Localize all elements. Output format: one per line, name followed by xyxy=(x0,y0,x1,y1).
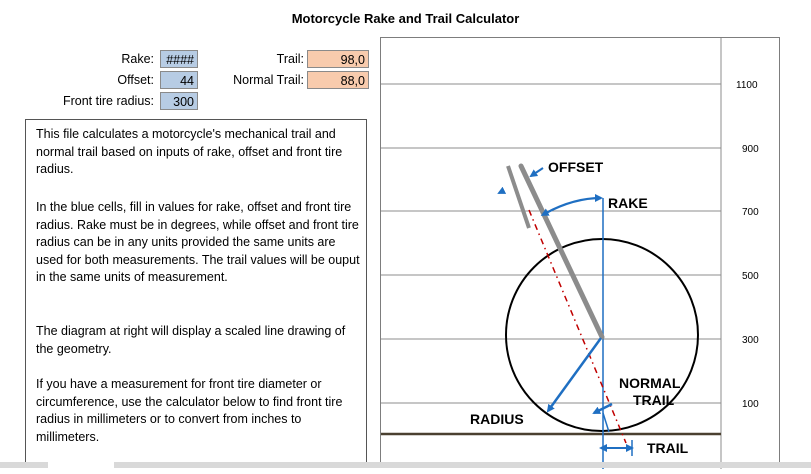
normal-trail-label-line1: NORMAL xyxy=(619,375,681,391)
normal-trail-label: Normal Trail: xyxy=(233,73,304,87)
offset-pointer-arrow xyxy=(531,168,543,176)
normal-trail-label-line2: TRAIL xyxy=(633,392,675,408)
description-textbox[interactable] xyxy=(25,119,367,468)
trail-label-text: TRAIL xyxy=(647,440,689,456)
axis-tick-500: 500 xyxy=(742,271,759,282)
description-paragraph-4: If you have a measurement for front tire diameter or circumference, use the calculator below to find front tire radius in millimeters or to convert from inches to millimeters. xyxy=(36,377,343,444)
rake-label: Rake: xyxy=(121,52,154,66)
description-paragraph-3: The diagram at right will display a scaled line drawing of the geometry. xyxy=(36,324,346,356)
trail-label: Trail: xyxy=(276,52,304,66)
page-title: Motorcycle Rake and Trail Calculator xyxy=(291,11,520,26)
radius-arrow xyxy=(548,338,601,411)
offset-input-cell[interactable]: 44 xyxy=(160,71,198,89)
front-tire-radius-label: Front tire radius: xyxy=(62,94,154,108)
description-paragraph-2: In the blue cells, fill in values for rake, offset and front tire radius. Rake must be in degrees, while offset and front tire radius can be in any units provided the same units are used for both measurements. The trail values will be ouput in the same units of measurement. xyxy=(36,200,360,285)
axis-tick-700: 700 xyxy=(742,207,759,218)
normal-trail-tick xyxy=(603,413,609,432)
normal-trail-output-cell[interactable]: 88,0 xyxy=(307,71,369,89)
steering-axis-line xyxy=(529,210,626,443)
rake-label-text: RAKE xyxy=(608,195,648,211)
axis-tick-300: 300 xyxy=(742,335,759,346)
offset-label: Offset: xyxy=(117,73,154,87)
axis-tick-1100: 1100 xyxy=(736,80,758,91)
radius-label-text: RADIUS xyxy=(470,411,524,427)
front-tire-radius-input-cell[interactable]: 300 xyxy=(160,92,198,110)
axis-tick-100: 100 xyxy=(742,399,759,410)
sheet-tab[interactable] xyxy=(48,462,114,468)
trail-output-cell[interactable]: 98,0 xyxy=(307,50,369,68)
geometry-diagram-svg xyxy=(381,38,781,469)
rake-input-cell[interactable]: #### xyxy=(160,50,198,68)
fork-tube xyxy=(521,166,602,337)
offset-arrow xyxy=(499,191,503,193)
offset-label-text: OFFSET xyxy=(548,159,604,175)
axis-tick-900: 900 xyxy=(742,144,759,155)
description-paragraph-1: This file calculates a motorcycle's mechanical trail and normal trail based on inputs of rake, offset and front tire radius. xyxy=(36,127,343,177)
sheet-tab-bar xyxy=(0,462,811,468)
geometry-diagram[interactable] xyxy=(380,37,780,468)
